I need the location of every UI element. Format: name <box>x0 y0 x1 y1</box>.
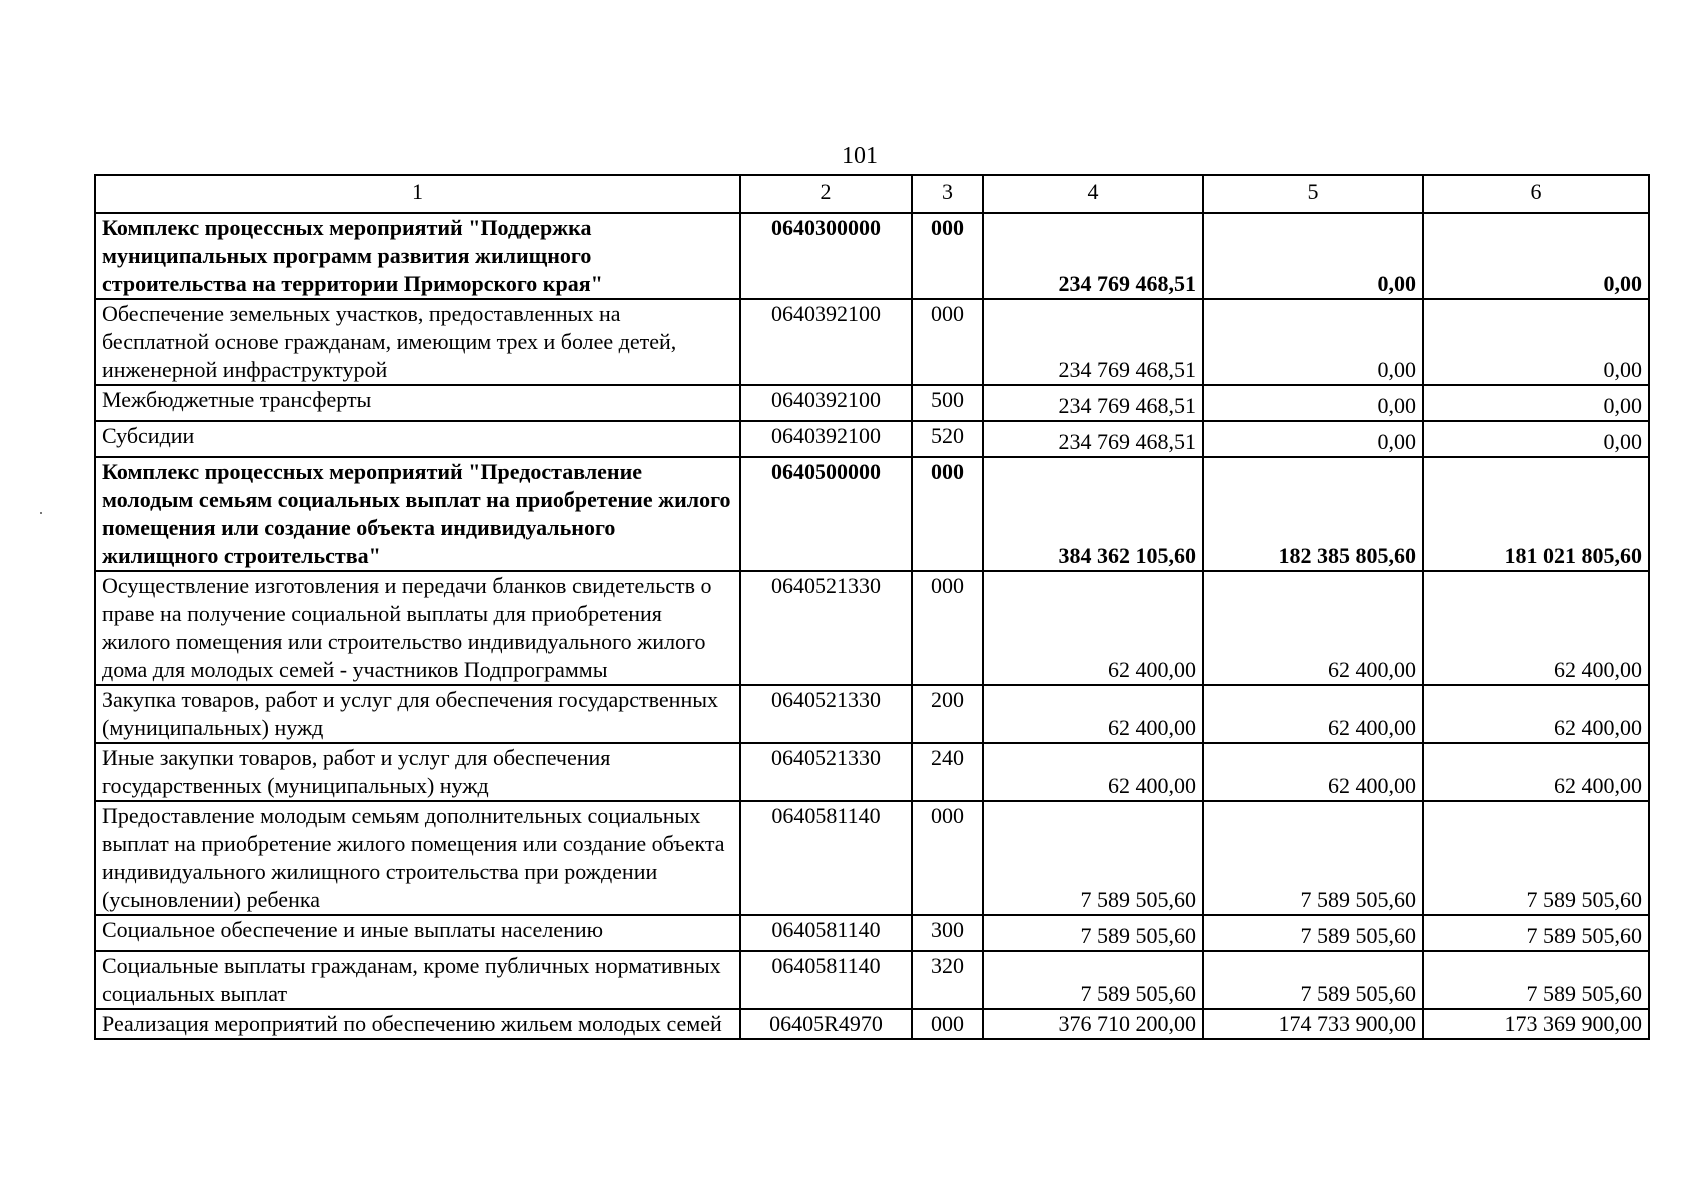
table-row <box>95 685 1649 743</box>
column-header-4: 4 <box>983 175 1203 213</box>
row-name-cell: Межбюджетные трансферты <box>95 385 740 421</box>
table-row <box>95 385 1649 421</box>
row-amount-col6-cell: 7 589 505,60 <box>1423 951 1649 1009</box>
row-amount-col4-cell: 234 769 468,51 <box>983 213 1203 299</box>
row-name-cell: Социальное обеспечение и иные выплаты населению <box>95 915 740 951</box>
row-target-code-cell: 0640581140 <box>740 801 912 915</box>
row-expense-type-cell: 000 <box>912 299 983 385</box>
row-expense-type-cell: 000 <box>912 213 983 299</box>
row-amount-col5-cell: 62 400,00 <box>1203 685 1423 743</box>
row-amount-col5-cell: 62 400,00 <box>1203 571 1423 685</box>
row-amount-col6-cell: 7 589 505,60 <box>1423 915 1649 951</box>
column-header-1: 1 <box>95 175 740 213</box>
row-name-cell: Закупка товаров, работ и услуг для обеспечения государственных (муниципальных) нужд <box>95 685 740 743</box>
row-amount-col6-cell: 0,00 <box>1423 213 1649 299</box>
row-expense-type-cell: 200 <box>912 685 983 743</box>
row-name-cell: Предоставление молодым семьям дополнительных социальных выплат на приобретение жилого помещения или создание объекта индивидуального жилищного строительства при рождении (усыновлении) ребенка <box>95 801 740 915</box>
column-header-2: 2 <box>740 175 912 213</box>
row-amount-col4-cell: 376 710 200,00 <box>983 1009 1203 1039</box>
row-expense-type-cell: 240 <box>912 743 983 801</box>
row-name-cell: Социальные выплаты гражданам, кроме публичных нормативных социальных выплат <box>95 951 740 1009</box>
row-amount-col4-cell: 7 589 505,60 <box>983 915 1203 951</box>
row-expense-type-cell: 520 <box>912 421 983 457</box>
row-target-code-cell: 0640521330 <box>740 571 912 685</box>
row-name-cell: Комплекс процессных мероприятий "Предоставление молодым семьям социальных выплат на приобретение жилого помещения или создание объекта индивидуального жилищного строительства" <box>95 457 740 571</box>
row-expense-type-cell: 300 <box>912 915 983 951</box>
table-row <box>95 457 1649 571</box>
row-amount-col6-cell: 62 400,00 <box>1423 685 1649 743</box>
row-amount-col6-cell: 62 400,00 <box>1423 743 1649 801</box>
table-row <box>95 743 1649 801</box>
row-expense-type-cell: 000 <box>912 457 983 571</box>
row-amount-col6-cell: 173 369 900,00 <box>1423 1009 1649 1039</box>
row-target-code-cell: 0640392100 <box>740 299 912 385</box>
row-target-code-cell: 06405R4970 <box>740 1009 912 1039</box>
row-expense-type-cell: 000 <box>912 801 983 915</box>
table-row <box>95 801 1649 915</box>
row-name-cell: Иные закупки товаров, работ и услуг для обеспечения государственных (муниципальных) нужд <box>95 743 740 801</box>
row-target-code-cell: 0640521330 <box>740 685 912 743</box>
row-amount-col6-cell: 181 021 805,60 <box>1423 457 1649 571</box>
row-amount-col5-cell: 0,00 <box>1203 213 1423 299</box>
row-amount-col6-cell: 62 400,00 <box>1423 571 1649 685</box>
row-amount-col5-cell: 0,00 <box>1203 299 1423 385</box>
table-row <box>95 213 1649 299</box>
table-header-row <box>95 175 1649 213</box>
row-expense-type-cell: 000 <box>912 1009 983 1039</box>
scan-speck <box>40 512 42 514</box>
row-amount-col4-cell: 234 769 468,51 <box>983 299 1203 385</box>
row-amount-col4-cell: 234 769 468,51 <box>983 421 1203 457</box>
row-amount-col4-cell: 7 589 505,60 <box>983 951 1203 1009</box>
row-target-code-cell: 0640521330 <box>740 743 912 801</box>
row-name-cell: Обеспечение земельных участков, предоставленных на бесплатной основе гражданам, имеющим трех и более детей, инженерной инфраструктурой <box>95 299 740 385</box>
row-name-cell: Комплекс процессных мероприятий "Поддержка муниципальных программ развития жилищного строительства на территории Приморского края" <box>95 213 740 299</box>
row-amount-col5-cell: 0,00 <box>1203 421 1423 457</box>
row-target-code-cell: 0640300000 <box>740 213 912 299</box>
row-amount-col6-cell: 0,00 <box>1423 421 1649 457</box>
row-expense-type-cell: 500 <box>912 385 983 421</box>
row-amount-col4-cell: 62 400,00 <box>983 743 1203 801</box>
row-amount-col5-cell: 62 400,00 <box>1203 743 1423 801</box>
row-amount-col6-cell: 0,00 <box>1423 385 1649 421</box>
column-header-5: 5 <box>1203 175 1423 213</box>
row-amount-col5-cell: 174 733 900,00 <box>1203 1009 1423 1039</box>
row-target-code-cell: 0640581140 <box>740 915 912 951</box>
row-amount-col4-cell: 62 400,00 <box>983 571 1203 685</box>
row-amount-col5-cell: 0,00 <box>1203 385 1423 421</box>
table-row <box>95 915 1649 951</box>
row-name-cell: Субсидии <box>95 421 740 457</box>
row-name-cell: Реализация мероприятий по обеспечению жильем молодых семей <box>95 1009 740 1039</box>
row-amount-col4-cell: 62 400,00 <box>983 685 1203 743</box>
row-target-code-cell: 0640392100 <box>740 385 912 421</box>
row-amount-col5-cell: 7 589 505,60 <box>1203 801 1423 915</box>
table-row <box>95 951 1649 1009</box>
row-amount-col4-cell: 7 589 505,60 <box>983 801 1203 915</box>
row-amount-col6-cell: 0,00 <box>1423 299 1649 385</box>
page-number: 101 <box>842 143 878 169</box>
row-amount-col5-cell: 7 589 505,60 <box>1203 915 1423 951</box>
table-row <box>95 1009 1649 1039</box>
column-header-3: 3 <box>912 175 983 213</box>
row-expense-type-cell: 000 <box>912 571 983 685</box>
row-amount-col4-cell: 384 362 105,60 <box>983 457 1203 571</box>
row-amount-col6-cell: 7 589 505,60 <box>1423 801 1649 915</box>
table-row <box>95 421 1649 457</box>
row-amount-col5-cell: 182 385 805,60 <box>1203 457 1423 571</box>
row-amount-col4-cell: 234 769 468,51 <box>983 385 1203 421</box>
row-name-cell: Осуществление изготовления и передачи бланков свидетельств о праве на получение социальной выплаты для приобретения жилого помещения или строительство индивидуального жилого дома для молодых семей - участников Подпрограммы <box>95 571 740 685</box>
table-row <box>95 299 1649 385</box>
row-target-code-cell: 0640392100 <box>740 421 912 457</box>
row-target-code-cell: 0640500000 <box>740 457 912 571</box>
table-row <box>95 571 1649 685</box>
row-expense-type-cell: 320 <box>912 951 983 1009</box>
column-header-6: 6 <box>1423 175 1649 213</box>
budget-table <box>94 174 1650 1040</box>
row-target-code-cell: 0640581140 <box>740 951 912 1009</box>
row-amount-col5-cell: 7 589 505,60 <box>1203 951 1423 1009</box>
